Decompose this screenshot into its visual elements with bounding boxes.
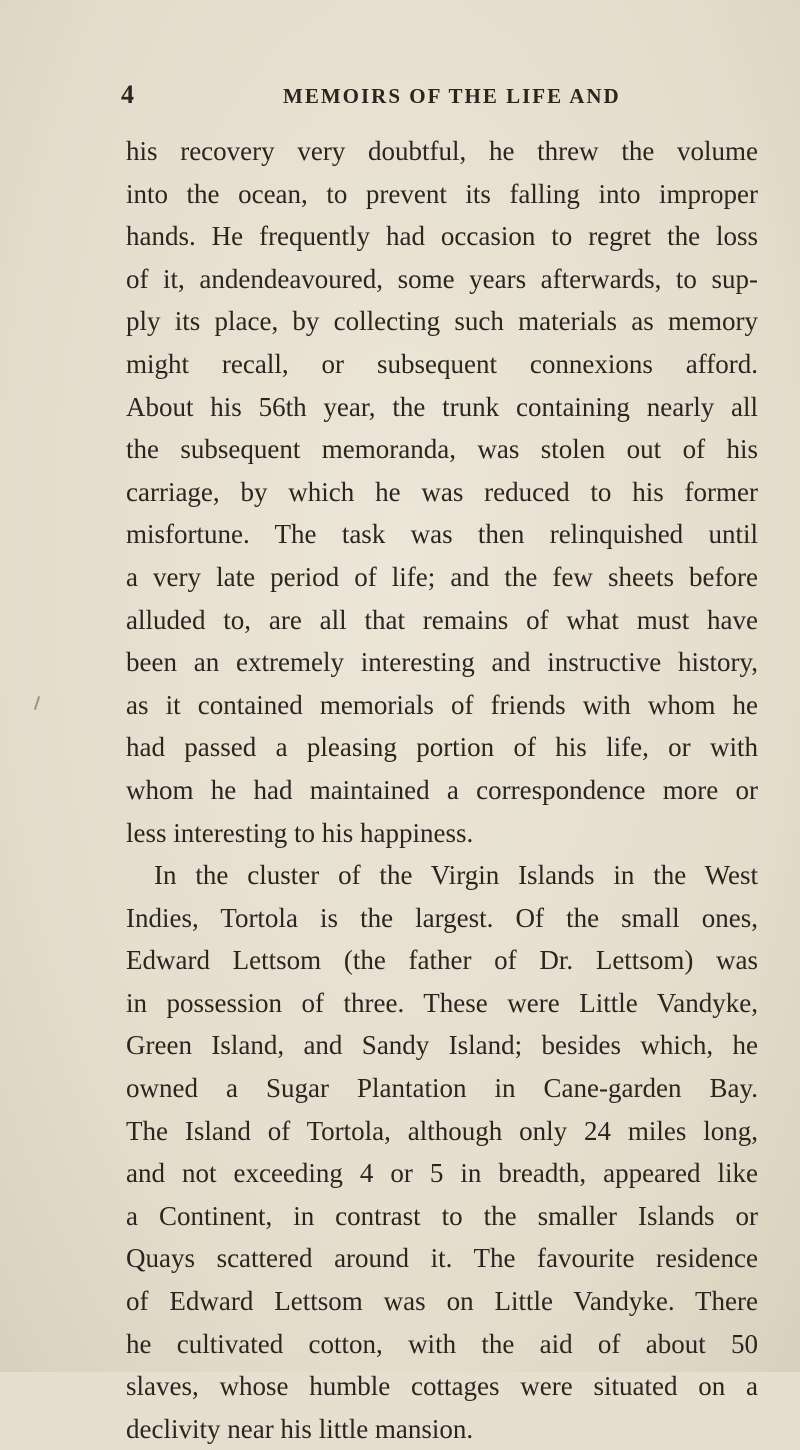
text-line: and not exceeding 4 or 5 in breadth, appeared like [126,1158,758,1189]
text-line: owned a Sugar Plantation in Cane-garden Bay. [126,1073,758,1104]
text-line: ply its place, by collecting such materials as memory [126,306,758,337]
text-line: About his 56th year, the trunk containing nearly all [126,391,758,422]
running-head: MEMOIRS OF THE LIFE AND [283,84,621,108]
text-line: his recovery very doubtful, he threw the volume [126,136,758,166]
paragraph-end-line: declivity near his little mansion. [126,1413,474,1444]
text-line: might recall, or subsequent connexions afford. [126,348,758,379]
text-line: misfortune. The task was then relinquished until [126,519,758,550]
text-line: the subsequent memoranda, was stolen out of his [126,434,758,465]
text-line: alluded to, are all that remains of what must have [126,604,758,635]
text-line: he cultivated cotton, with the aid of about 50 [126,1328,758,1359]
page-header [0,80,800,120]
text-line: a very late period of life; and the few sheets before [126,561,758,592]
text-line: a Continent, in contrast to the smaller Islands or [126,1200,758,1231]
body-text [126,130,758,1450]
text-line: Indies, Tortola is the largest. Of the small ones, [126,902,758,933]
text-line: of it, andendeavoured, some years afterwards, to sup- [126,263,758,294]
text-line: whom he had maintained a correspondence more or [126,774,758,805]
text-line: carriage, by which he was reduced to his former [126,476,758,507]
text-line: had passed a pleasing portion of his life, or with [126,732,758,763]
text-line: Quays scattered around it. The favourite residence [126,1243,758,1274]
text-line: of Edward Lettsom was on Little Vandyke. There [126,1286,758,1317]
text-line: Green Island, and Sandy Island; besides which, he [126,1030,758,1061]
text-line: as it contained memorials of friends with whom he [126,689,758,720]
text-line: into the ocean, to prevent its falling into improper [126,178,758,209]
text-line: slaves, whose humble cottages were situated on a [126,1371,758,1402]
margin-pencil-mark [34,696,40,710]
text-line: hands. He frequently had occasion to regret the loss [126,221,758,252]
text-line: in possession of three. These were Little Vandyke, [126,987,758,1018]
page-number: 4 [121,80,135,109]
paragraph-start-line: In the cluster of the Virgin Islands in the West [154,860,758,891]
text-line: Edward Lettsom (the father of Dr. Lettsom) was [126,945,758,976]
text-line: been an extremely interesting and instructive history, [126,647,758,678]
paragraph-end-line: less interesting to his happiness. [126,817,474,848]
text-line: The Island of Tortola, although only 24 miles long, [126,1115,758,1146]
